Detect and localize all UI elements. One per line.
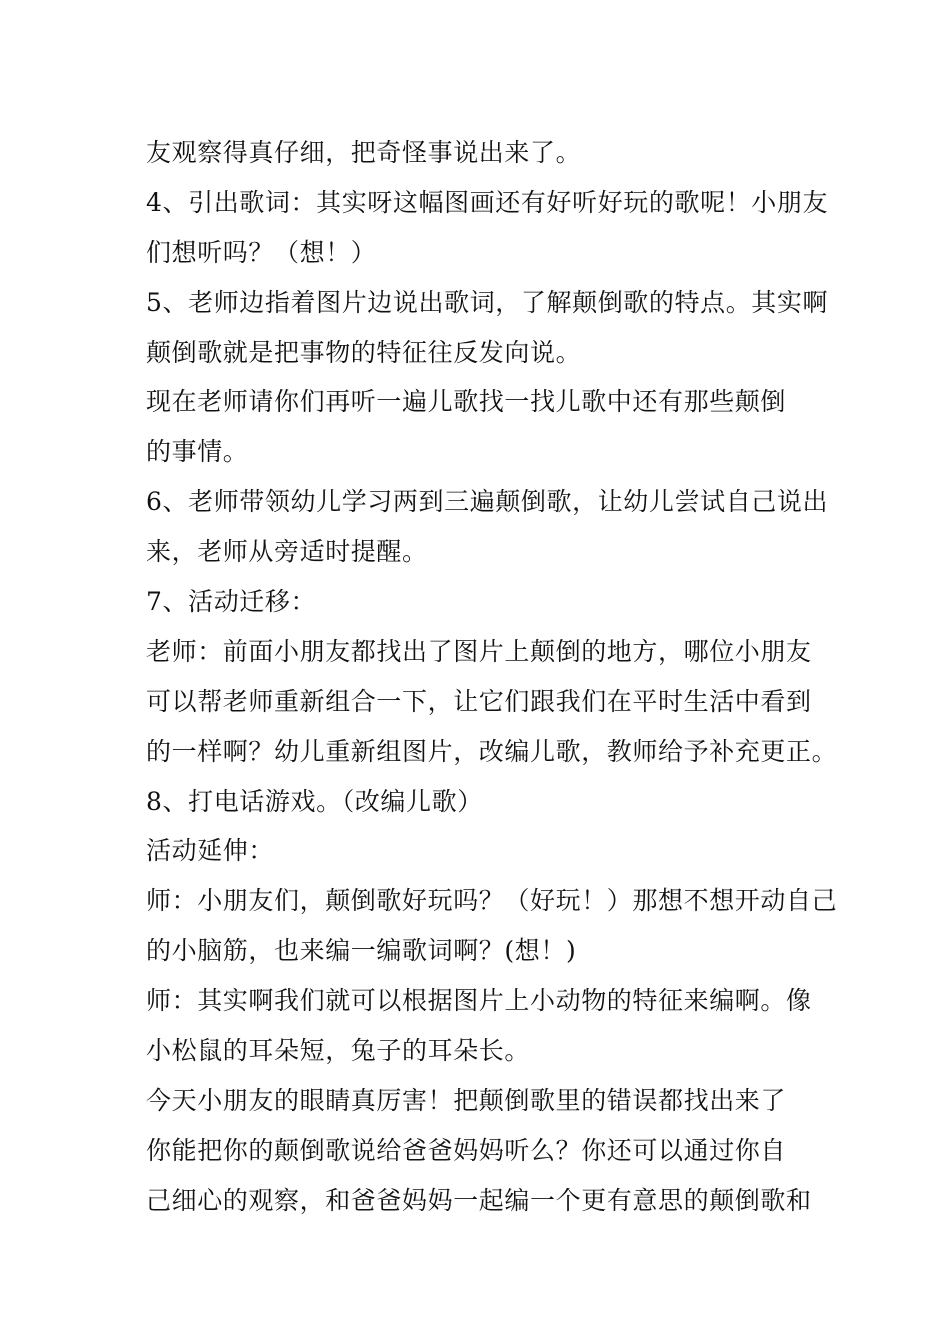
document-body bbox=[146, 128, 838, 1226]
text-line-1: 友观察得真仔细，把奇怪事说出来了。 bbox=[146, 138, 582, 167]
text-line-6: 现在老师请你们再听一遍儿歌找一找儿歌中还有那些颠倒 bbox=[146, 387, 787, 417]
text-line-3: 们想听吗？（想！） bbox=[146, 237, 377, 267]
text-line-10: 7、活动迁移： bbox=[146, 587, 317, 617]
text-line-12: 可以帮老师重新组合一下，让它们跟我们在平时生活中看到 bbox=[146, 686, 812, 716]
text-line-4: 5、老师边指着图片边说出歌词，了解颠倒歌的特点。其实啊 bbox=[146, 287, 829, 317]
text-line-20: 今天小朋友的眼睛真厉害！把颠倒歌里的错误都找出来了 bbox=[146, 1085, 787, 1115]
text-line-14: 8、打电话游戏。（改编儿歌） bbox=[146, 786, 483, 816]
text-line-22: 己细心的观察，和爸爸妈妈一起编一个更有意思的颠倒歌和 bbox=[146, 1185, 812, 1215]
text-line-9: 来，老师从旁适时提醒。 bbox=[146, 537, 428, 567]
text-line-13: 的一样啊？幼儿重新组图片，改编儿歌，教师给予补充更正。 bbox=[146, 736, 838, 766]
text-line-18: 师：其实啊我们就可以根据图片上小动物的特征来编啊。像 bbox=[146, 986, 812, 1016]
text-line-5: 颠倒歌就是把事物的特征往反发向说。 bbox=[146, 337, 582, 367]
text-line-11: 老师：前面小朋友都找出了图片上颠倒的地方，哪位小朋友 bbox=[146, 636, 812, 666]
text-line-19: 小松鼠的耳朵短，兔子的耳朵长。 bbox=[146, 1036, 531, 1066]
text-line-17: 的小脑筋，也来编一编歌词啊？(想！) bbox=[146, 936, 577, 966]
text-line-15: 活动延伸： bbox=[146, 836, 275, 866]
text-line-2: 4、引出歌词：其实呀这幅图画还有好听好玩的歌呢！小朋友 bbox=[146, 187, 829, 217]
text-line-21: 你能把你的颠倒歌说给爸爸妈妈听么？你还可以通过你自 bbox=[146, 1135, 787, 1165]
text-line-7: 的事情。 bbox=[146, 437, 249, 467]
text-line-8: 6、老师带领幼儿学习两到三遍颠倒歌，让幼儿尝试自己说出 bbox=[146, 487, 829, 517]
text-line-16: 师：小朋友们，颠倒歌好玩吗？（好玩！）那想不想开动自己 bbox=[146, 886, 838, 916]
